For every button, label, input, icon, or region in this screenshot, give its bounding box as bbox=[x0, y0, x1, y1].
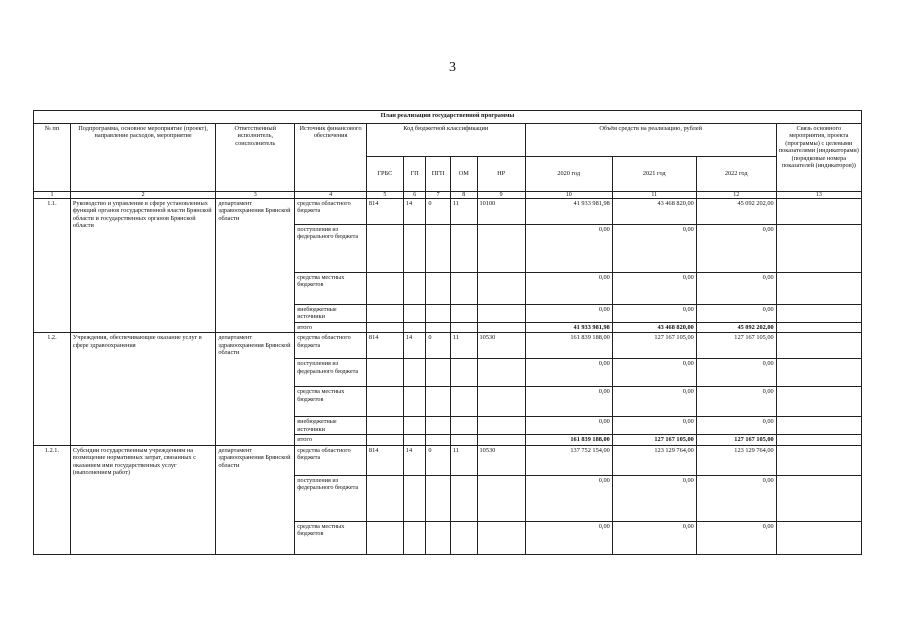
total-2021: 127 167 105,00 bbox=[612, 435, 696, 445]
indicator-link bbox=[776, 305, 861, 323]
amount-2020: 0,00 bbox=[525, 475, 612, 521]
row-number: 1.2.1. bbox=[34, 445, 71, 554]
indicator-link bbox=[776, 417, 861, 435]
indicator-link bbox=[776, 273, 861, 305]
code-om-empty bbox=[450, 475, 477, 521]
funding-source: средства местных бюджетов bbox=[295, 273, 367, 305]
code-pgp-empty bbox=[426, 273, 451, 305]
code-grbs-empty bbox=[366, 417, 403, 435]
funding-source: средства местных бюджетов bbox=[295, 387, 367, 417]
code-gp-empty bbox=[403, 323, 426, 333]
code-gp-empty bbox=[403, 435, 426, 445]
header-2022: 2022 год bbox=[696, 157, 776, 192]
code-gp: 14 bbox=[403, 333, 426, 359]
code-om-empty bbox=[450, 417, 477, 435]
total-2021: 43 468 820,00 bbox=[612, 323, 696, 333]
amount-2020: 0,00 bbox=[525, 273, 612, 305]
total-2022: 45 092 202,00 bbox=[696, 323, 776, 333]
code-pgp-empty bbox=[426, 475, 451, 521]
amount-2021: 0,00 bbox=[612, 359, 696, 387]
amount-2020: 0,00 bbox=[525, 417, 612, 435]
code-gp: 14 bbox=[403, 445, 426, 475]
code-pgp: 0 bbox=[426, 199, 451, 225]
code-grbs-empty bbox=[366, 323, 403, 333]
column-number: 1 bbox=[34, 192, 71, 199]
row-number: 1.2. bbox=[34, 333, 71, 445]
code-pgp-empty bbox=[426, 305, 451, 323]
code-gp-empty bbox=[403, 417, 426, 435]
indicator-link bbox=[776, 521, 861, 554]
indicator-link bbox=[776, 199, 861, 225]
column-number: 6 bbox=[403, 192, 426, 199]
code-nr-empty bbox=[477, 273, 525, 305]
table-row bbox=[34, 333, 862, 359]
code-om: 11 bbox=[450, 333, 477, 359]
funding-source: средства областного бюджета bbox=[295, 333, 367, 359]
table-row bbox=[34, 445, 862, 475]
code-gp-empty bbox=[403, 475, 426, 521]
funding-source: средства областного бюджета bbox=[295, 199, 367, 225]
code-gp-empty bbox=[403, 305, 426, 323]
funding-source: внебюджетные источники bbox=[295, 305, 367, 323]
indicator-link bbox=[776, 225, 861, 273]
code-nr-empty bbox=[477, 521, 525, 554]
code-pgp-empty bbox=[426, 359, 451, 387]
column-number: 4 bbox=[295, 192, 367, 199]
indicator-link bbox=[776, 475, 861, 521]
amount-2022: 45 092 202,00 bbox=[696, 199, 776, 225]
total-2020: 41 933 981,98 bbox=[525, 323, 612, 333]
code-nr-empty bbox=[477, 475, 525, 521]
amount-2021: 0,00 bbox=[612, 521, 696, 554]
amount-2022: 0,00 bbox=[696, 521, 776, 554]
code-nr-empty bbox=[477, 323, 525, 333]
funding-source: средства местных бюджетов bbox=[295, 521, 367, 554]
code-gp-empty bbox=[403, 225, 426, 273]
header-source: Источник финансового обеспечения bbox=[295, 124, 367, 192]
plan-table-body bbox=[34, 111, 862, 555]
indicator-link bbox=[776, 445, 861, 475]
amount-2021: 0,00 bbox=[612, 305, 696, 323]
header-2021: 2021 год bbox=[612, 157, 696, 192]
code-pgp-empty bbox=[426, 323, 451, 333]
amount-2020: 0,00 bbox=[525, 225, 612, 273]
header-num: № пп bbox=[34, 124, 71, 192]
code-om: 11 bbox=[450, 445, 477, 475]
funding-source: поступления из федерального бюджета bbox=[295, 225, 367, 273]
code-om-empty bbox=[450, 273, 477, 305]
column-number: 11 bbox=[612, 192, 696, 199]
code-grbs-empty bbox=[366, 273, 403, 305]
code-pgp-empty bbox=[426, 417, 451, 435]
code-nr-empty bbox=[477, 359, 525, 387]
header-volume: Объём средств на реализацию, рублей bbox=[525, 124, 776, 157]
amount-2022: 123 129 764,00 bbox=[696, 445, 776, 475]
header-grbs: ГРБС bbox=[366, 157, 403, 192]
column-number: 13 bbox=[776, 192, 861, 199]
code-nr: 10530 bbox=[477, 333, 525, 359]
amount-2021: 127 167 105,00 bbox=[612, 333, 696, 359]
column-number: 7 bbox=[426, 192, 451, 199]
code-nr: 10530 bbox=[477, 445, 525, 475]
amount-2021: 123 129 764,00 bbox=[612, 445, 696, 475]
column-number: 2 bbox=[70, 192, 215, 199]
indicator-link bbox=[776, 323, 861, 333]
column-number: 8 bbox=[450, 192, 477, 199]
amount-2022: 0,00 bbox=[696, 359, 776, 387]
measure-name: Субсидии государственным учреждениям на возмещение нормативных затрат, связанных с оказанием ими государственных услуг (выполнением работ) bbox=[70, 445, 215, 554]
code-gp-empty bbox=[403, 521, 426, 554]
column-number: 12 bbox=[696, 192, 776, 199]
measure-name: Руководство и управление в сфере установленных функций органов государственной власти Брянской области и государственных органов Брянской области bbox=[70, 199, 215, 333]
header-responsible: Ответственный исполнитель, соисполнитель bbox=[216, 124, 295, 192]
code-om-empty bbox=[450, 387, 477, 417]
responsible-executor: департамент здравоохранения Брянской области bbox=[216, 445, 295, 554]
header-name: Подпрограмма, основное мероприятие (проект), направление расходов, мероприятие bbox=[70, 124, 215, 192]
indicator-link bbox=[776, 359, 861, 387]
amount-2022: 0,00 bbox=[696, 273, 776, 305]
code-gp-empty bbox=[403, 359, 426, 387]
page-number: 3 bbox=[449, 60, 456, 75]
amount-2021: 0,00 bbox=[612, 417, 696, 435]
amount-2020: 137 752 154,00 bbox=[525, 445, 612, 475]
code-om-empty bbox=[450, 359, 477, 387]
amount-2021: 43 468 820,00 bbox=[612, 199, 696, 225]
header-link: Связь основного мероприятия, проекта (программы) с целевыми показателями (индикаторами) (порядковые номера показателей (индикаторов)) bbox=[776, 124, 861, 192]
code-nr-empty bbox=[477, 225, 525, 273]
code-nr: 10100 bbox=[477, 199, 525, 225]
code-grbs-empty bbox=[366, 435, 403, 445]
plan-table bbox=[33, 110, 862, 555]
amount-2020: 41 933 981,98 bbox=[525, 199, 612, 225]
amount-2020: 0,00 bbox=[525, 521, 612, 554]
code-nr-empty bbox=[477, 435, 525, 445]
funding-source: поступления из федерального бюджета bbox=[295, 475, 367, 521]
header-pgp: ПГП bbox=[426, 157, 451, 192]
code-grbs-empty bbox=[366, 225, 403, 273]
header-gp: ГП bbox=[403, 157, 426, 192]
amount-2022: 0,00 bbox=[696, 387, 776, 417]
column-number: 5 bbox=[366, 192, 403, 199]
code-gp: 14 bbox=[403, 199, 426, 225]
funding-source: поступления из федерального бюджета bbox=[295, 359, 367, 387]
code-grbs-empty bbox=[366, 475, 403, 521]
column-number: 10 bbox=[525, 192, 612, 199]
column-number: 9 bbox=[477, 192, 525, 199]
total-label: итого bbox=[295, 435, 367, 445]
code-pgp-empty bbox=[426, 387, 451, 417]
amount-2021: 0,00 bbox=[612, 225, 696, 273]
amount-2022: 0,00 bbox=[696, 225, 776, 273]
code-grbs: 814 bbox=[366, 199, 403, 225]
code-om: 11 bbox=[450, 199, 477, 225]
amount-2022: 0,00 bbox=[696, 305, 776, 323]
header-budget-code: Код бюджетной классификации bbox=[366, 124, 525, 157]
amount-2021: 0,00 bbox=[612, 273, 696, 305]
code-gp-empty bbox=[403, 273, 426, 305]
header-2020: 2020 год bbox=[525, 157, 612, 192]
amount-2020: 0,00 bbox=[525, 359, 612, 387]
code-om-empty bbox=[450, 323, 477, 333]
code-pgp-empty bbox=[426, 435, 451, 445]
header-om: ОМ bbox=[450, 157, 477, 192]
code-om-empty bbox=[450, 521, 477, 554]
code-gp-empty bbox=[403, 387, 426, 417]
code-pgp-empty bbox=[426, 521, 451, 554]
amount-2020: 0,00 bbox=[525, 305, 612, 323]
measure-name: Учреждения, обеспечивающие оказание услуг в сфере здравоохранения bbox=[70, 333, 215, 445]
code-grbs: 814 bbox=[366, 333, 403, 359]
code-grbs-empty bbox=[366, 521, 403, 554]
total-2022: 127 167 105,00 bbox=[696, 435, 776, 445]
code-nr-empty bbox=[477, 417, 525, 435]
indicator-link bbox=[776, 333, 861, 359]
table-title: План реализации государственной программы bbox=[34, 111, 862, 124]
amount-2020: 161 839 188,00 bbox=[525, 333, 612, 359]
code-grbs-empty bbox=[366, 387, 403, 417]
amount-2020: 0,00 bbox=[525, 387, 612, 417]
funding-source: внебюджетные источники bbox=[295, 417, 367, 435]
code-grbs: 814 bbox=[366, 445, 403, 475]
header-nr: НР bbox=[477, 157, 525, 192]
code-nr-empty bbox=[477, 305, 525, 323]
code-grbs-empty bbox=[366, 359, 403, 387]
total-label: итого bbox=[295, 323, 367, 333]
amount-2022: 0,00 bbox=[696, 475, 776, 521]
code-pgp-empty bbox=[426, 225, 451, 273]
code-om-empty bbox=[450, 225, 477, 273]
code-om-empty bbox=[450, 305, 477, 323]
amount-2021: 0,00 bbox=[612, 387, 696, 417]
indicator-link bbox=[776, 435, 861, 445]
amount-2022: 0,00 bbox=[696, 417, 776, 435]
indicator-link bbox=[776, 387, 861, 417]
responsible-executor: департамент здравоохранения Брянской области bbox=[216, 199, 295, 333]
row-number: 1.1. bbox=[34, 199, 71, 333]
amount-2022: 127 167 105,00 bbox=[696, 333, 776, 359]
table-row bbox=[34, 199, 862, 225]
code-grbs-empty bbox=[366, 305, 403, 323]
code-nr-empty bbox=[477, 387, 525, 417]
total-2020: 161 839 188,00 bbox=[525, 435, 612, 445]
code-pgp: 0 bbox=[426, 445, 451, 475]
code-om-empty bbox=[450, 435, 477, 445]
amount-2021: 0,00 bbox=[612, 475, 696, 521]
column-number: 3 bbox=[216, 192, 295, 199]
responsible-executor: департамент здравоохранения Брянской области bbox=[216, 333, 295, 445]
funding-source: средства областного бюджета bbox=[295, 445, 367, 475]
code-pgp: 0 bbox=[426, 333, 451, 359]
